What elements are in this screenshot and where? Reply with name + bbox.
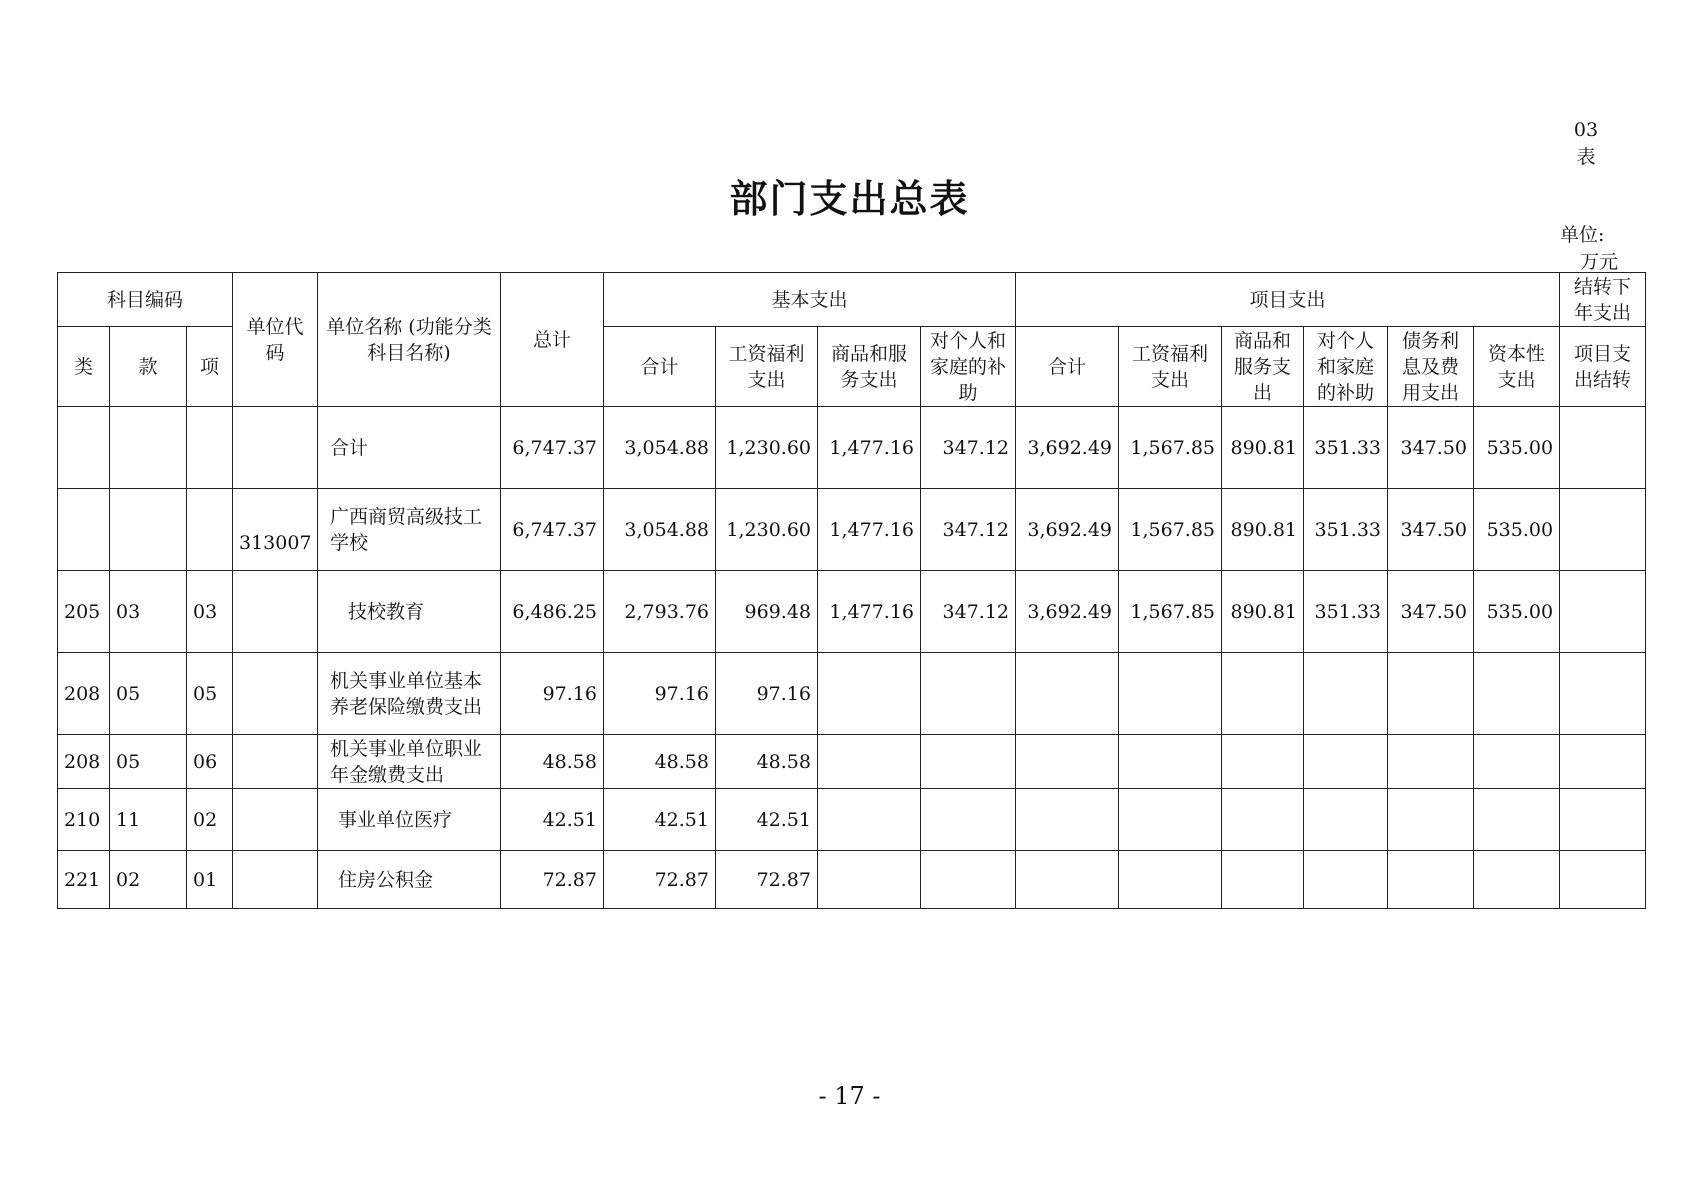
- cell-xiang: 03: [187, 571, 233, 653]
- cell-project-capital: [1474, 789, 1560, 851]
- cell-project-total: 3,692.49: [1016, 407, 1119, 489]
- cell-basic-total: 3,054.88: [604, 489, 716, 571]
- cell-project-transfer: [1560, 571, 1646, 653]
- cell-basic-goods: [818, 789, 921, 851]
- cell-total: 48.58: [501, 735, 604, 789]
- cell-basic-salary: 42.51: [716, 789, 818, 851]
- unit-label-line1: 单位:: [1560, 224, 1605, 246]
- cell-basic-goods: 1,477.16: [818, 489, 921, 571]
- cell-project-debt: [1388, 789, 1474, 851]
- cell-total: 6,747.37: [501, 489, 604, 571]
- cell-project-salary: [1119, 789, 1222, 851]
- form-number-line2: 表: [1576, 146, 1596, 168]
- table-row: [58, 571, 1646, 653]
- header-project-total: 合计: [1016, 327, 1119, 407]
- cell-basic-salary: 97.16: [716, 653, 818, 735]
- header-unit-code: 单位代码: [233, 273, 318, 407]
- cell-project-transfer: [1560, 789, 1646, 851]
- expenditure-table: [57, 272, 1646, 909]
- unit-label: [1560, 222, 1640, 276]
- cell-name: 机关事业单位基本养老保险缴费支出: [318, 653, 501, 735]
- cell-xiang: [187, 489, 233, 571]
- cell-project-subsidy: 351.33: [1304, 571, 1388, 653]
- page-title: 部门支出总表: [729, 176, 970, 221]
- header-lei: 类: [58, 327, 110, 407]
- table-row: [58, 407, 1646, 489]
- cell-project-salary: [1119, 735, 1222, 789]
- header-total: 总计: [501, 273, 604, 407]
- cell-unit-code: [233, 851, 318, 909]
- cell-project-subsidy: [1304, 851, 1388, 909]
- cell-project-capital: 535.00: [1474, 489, 1560, 571]
- cell-unit-code: 313007: [233, 489, 318, 571]
- header-unit-name: 单位名称 (功能分类科目名称): [318, 273, 501, 407]
- cell-total: 42.51: [501, 789, 604, 851]
- cell-basic-subsidy: [921, 789, 1016, 851]
- cell-project-goods: [1222, 735, 1304, 789]
- cell-kuan: [110, 407, 187, 489]
- cell-kuan: 03: [110, 571, 187, 653]
- cell-unit-code: [233, 735, 318, 789]
- header-subject-code: 科目编码: [58, 273, 233, 327]
- cell-project-salary: 1,567.85: [1119, 407, 1222, 489]
- cell-project-total: [1016, 851, 1119, 909]
- table-header: [58, 273, 1646, 407]
- cell-project-debt: [1388, 653, 1474, 735]
- cell-project-total: [1016, 789, 1119, 851]
- cell-project-total: [1016, 735, 1119, 789]
- cell-total: 6,486.25: [501, 571, 604, 653]
- page-number: - 17 -: [818, 1082, 881, 1110]
- cell-basic-goods: 1,477.16: [818, 407, 921, 489]
- cell-kuan: 11: [110, 789, 187, 851]
- header-project-expenditure: 项目支出: [1016, 273, 1560, 327]
- cell-total: 72.87: [501, 851, 604, 909]
- cell-kuan: 05: [110, 653, 187, 735]
- header-xiang: 项: [187, 327, 233, 407]
- cell-unit-code: [233, 789, 318, 851]
- cell-project-goods: [1222, 653, 1304, 735]
- cell-project-capital: 535.00: [1474, 407, 1560, 489]
- cell-basic-subsidy: 347.12: [921, 407, 1016, 489]
- cell-project-goods: 890.81: [1222, 571, 1304, 653]
- cell-basic-subsidy: 347.12: [921, 571, 1016, 653]
- cell-lei: 208: [58, 653, 110, 735]
- cell-project-transfer: [1560, 653, 1646, 735]
- cell-project-total: [1016, 653, 1119, 735]
- table-row: [58, 653, 1646, 735]
- cell-project-debt: 347.50: [1388, 407, 1474, 489]
- cell-basic-goods: 1,477.16: [818, 571, 921, 653]
- cell-unit-code: [233, 571, 318, 653]
- cell-project-capital: 535.00: [1474, 571, 1560, 653]
- cell-project-goods: [1222, 789, 1304, 851]
- table-row: [58, 489, 1646, 571]
- cell-name: 技校教育: [318, 571, 501, 653]
- cell-basic-subsidy: [921, 653, 1016, 735]
- header-basic-total: 合计: [604, 327, 716, 407]
- cell-project-subsidy: [1304, 735, 1388, 789]
- cell-total: 97.16: [501, 653, 604, 735]
- header-project-salary: 工资福利支出: [1119, 327, 1222, 407]
- header-basic-goods: 商品和服务支出: [818, 327, 921, 407]
- cell-xiang: 01: [187, 851, 233, 909]
- cell-basic-total: 42.51: [604, 789, 716, 851]
- cell-project-transfer: [1560, 735, 1646, 789]
- cell-basic-total: 72.87: [604, 851, 716, 909]
- cell-total: 6,747.37: [501, 407, 604, 489]
- cell-lei: 221: [58, 851, 110, 909]
- cell-project-debt: [1388, 735, 1474, 789]
- cell-project-capital: [1474, 851, 1560, 909]
- cell-lei: [58, 489, 110, 571]
- cell-basic-goods: [818, 851, 921, 909]
- cell-project-goods: 890.81: [1222, 407, 1304, 489]
- cell-kuan: [110, 489, 187, 571]
- cell-project-salary: 1,567.85: [1119, 489, 1222, 571]
- cell-project-salary: [1119, 851, 1222, 909]
- cell-name: 住房公积金: [318, 851, 501, 909]
- cell-kuan: 02: [110, 851, 187, 909]
- header-basic-expenditure: 基本支出: [604, 273, 1016, 327]
- cell-name: 广西商贸高级技工学校: [318, 489, 501, 571]
- header-project-debt: 债务利息及费用支出: [1388, 327, 1474, 407]
- header-carryover: 结转下年支出: [1560, 273, 1646, 327]
- cell-name: 合计: [318, 407, 501, 489]
- form-number-line1: 03: [1573, 119, 1599, 141]
- cell-lei: [58, 407, 110, 489]
- cell-unit-code: [233, 407, 318, 489]
- unit-label-line2: 万元: [1580, 251, 1619, 273]
- cell-basic-goods: [818, 735, 921, 789]
- cell-basic-goods: [818, 653, 921, 735]
- table-row: [58, 851, 1646, 909]
- cell-project-transfer: [1560, 851, 1646, 909]
- cell-project-total: 3,692.49: [1016, 571, 1119, 653]
- cell-project-subsidy: 351.33: [1304, 489, 1388, 571]
- cell-xiang: [187, 407, 233, 489]
- cell-basic-total: 48.58: [604, 735, 716, 789]
- cell-project-subsidy: [1304, 653, 1388, 735]
- cell-project-goods: [1222, 851, 1304, 909]
- header-basic-subsidy: 对个人和家庭的补助: [921, 327, 1016, 407]
- form-number: [1566, 117, 1606, 171]
- header-project-transfer: 项目支出结转: [1560, 327, 1646, 407]
- header-project-goods: 商品和服务支出: [1222, 327, 1304, 407]
- cell-project-debt: 347.50: [1388, 489, 1474, 571]
- header-kuan: 款: [110, 327, 187, 407]
- cell-lei: 210: [58, 789, 110, 851]
- header-basic-salary: 工资福利支出: [716, 327, 818, 407]
- cell-name: 机关事业单位职业年金缴费支出: [318, 735, 501, 789]
- cell-project-transfer: [1560, 407, 1646, 489]
- cell-basic-total: 97.16: [604, 653, 716, 735]
- cell-project-subsidy: [1304, 789, 1388, 851]
- table-row: [58, 735, 1646, 789]
- table-row: [58, 789, 1646, 851]
- cell-project-capital: [1474, 653, 1560, 735]
- cell-project-transfer: [1560, 489, 1646, 571]
- cell-project-salary: 1,567.85: [1119, 571, 1222, 653]
- cell-unit-code: [233, 653, 318, 735]
- cell-lei: 205: [58, 571, 110, 653]
- cell-basic-total: 2,793.76: [604, 571, 716, 653]
- cell-name: 事业单位医疗: [318, 789, 501, 851]
- cell-project-salary: [1119, 653, 1222, 735]
- cell-project-subsidy: 351.33: [1304, 407, 1388, 489]
- cell-basic-salary: 48.58: [716, 735, 818, 789]
- cell-project-capital: [1474, 735, 1560, 789]
- cell-basic-salary: 969.48: [716, 571, 818, 653]
- cell-basic-subsidy: 347.12: [921, 489, 1016, 571]
- cell-basic-salary: 72.87: [716, 851, 818, 909]
- header-project-capital: 资本性支出: [1474, 327, 1560, 407]
- cell-project-goods: 890.81: [1222, 489, 1304, 571]
- cell-xiang: 06: [187, 735, 233, 789]
- cell-xiang: 05: [187, 653, 233, 735]
- cell-basic-total: 3,054.88: [604, 407, 716, 489]
- cell-basic-subsidy: [921, 851, 1016, 909]
- cell-xiang: 02: [187, 789, 233, 851]
- cell-basic-subsidy: [921, 735, 1016, 789]
- cell-basic-salary: 1,230.60: [716, 407, 818, 489]
- cell-basic-salary: 1,230.60: [716, 489, 818, 571]
- cell-project-debt: 347.50: [1388, 571, 1474, 653]
- cell-project-total: 3,692.49: [1016, 489, 1119, 571]
- cell-project-debt: [1388, 851, 1474, 909]
- cell-lei: 208: [58, 735, 110, 789]
- table-body: [58, 407, 1646, 909]
- cell-kuan: 05: [110, 735, 187, 789]
- header-project-subsidy: 对个人和家庭的补助: [1304, 327, 1388, 407]
